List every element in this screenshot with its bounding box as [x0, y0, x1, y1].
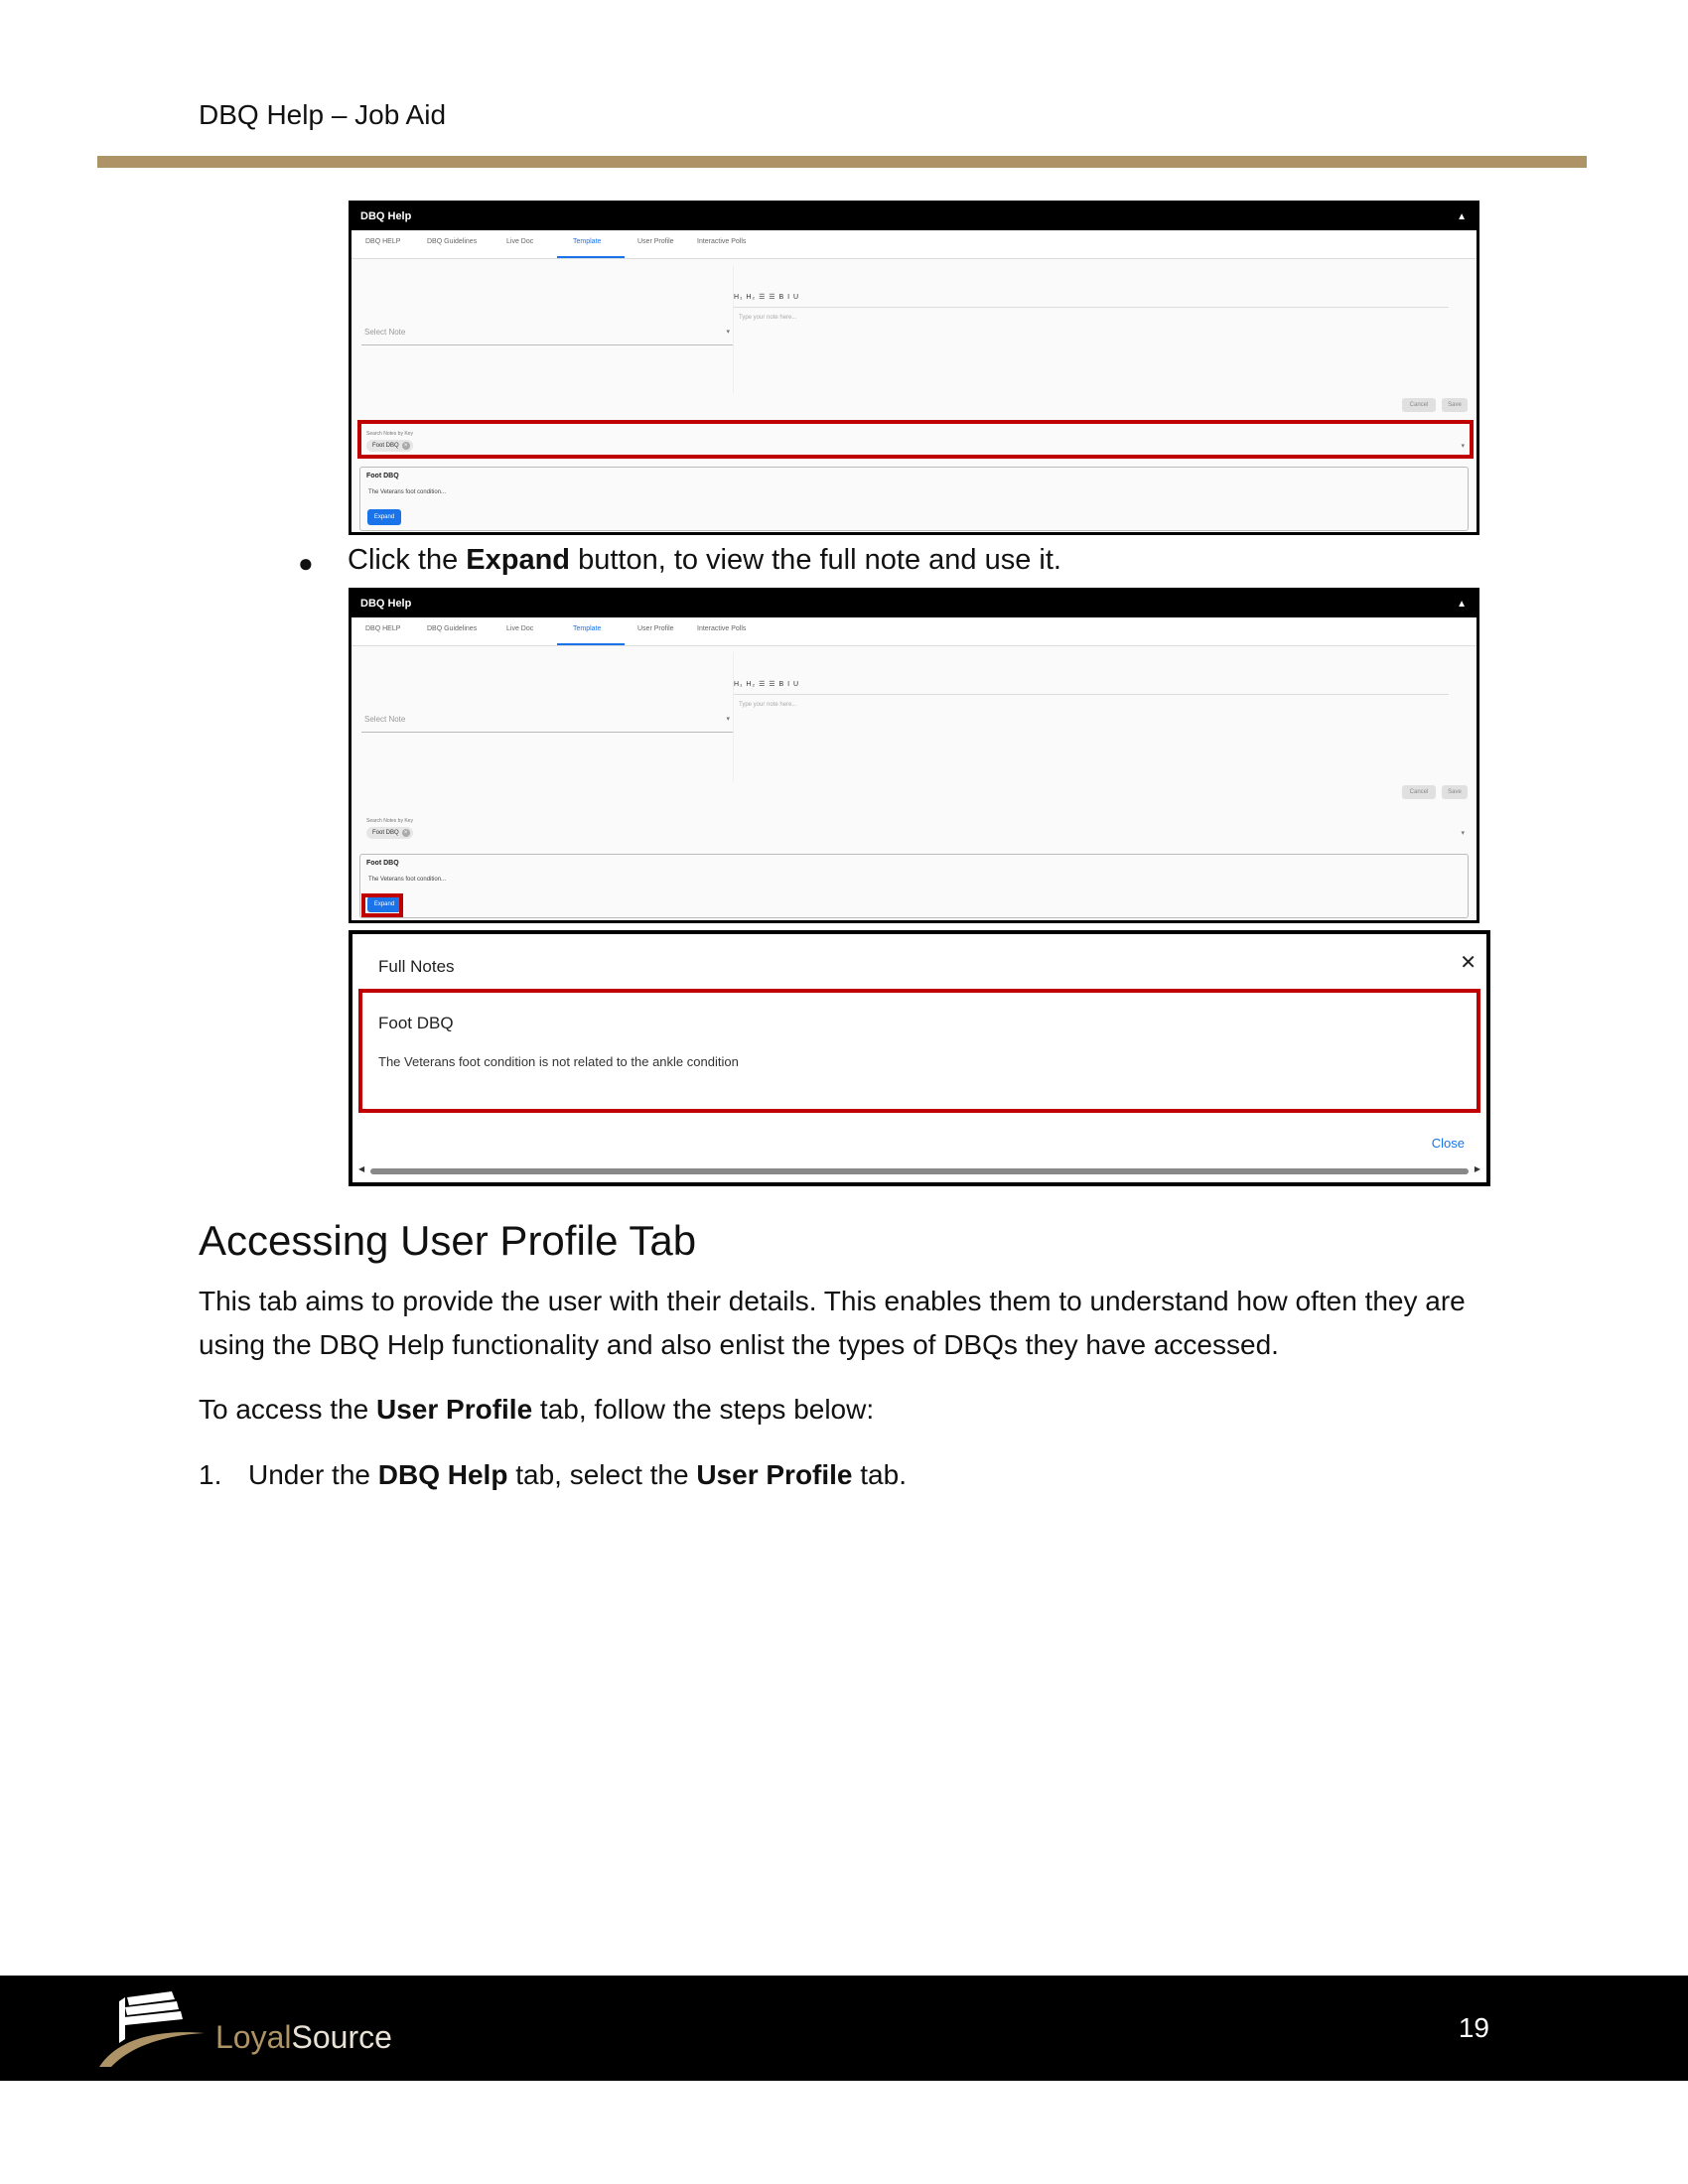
app-titlebar: DBQ Help: [352, 591, 1477, 617]
editor-panel: [733, 652, 1451, 781]
tab-bar: [352, 617, 1477, 646]
card-text: The Veterans foot condition...: [368, 877, 447, 883]
scroll-left-icon[interactable]: ◀: [358, 1164, 365, 1173]
chevron-down-icon: ▾: [726, 716, 730, 723]
editor-toolbar[interactable]: H₁ H₂ ☰ ☰ B I U: [734, 680, 1449, 695]
close-button[interactable]: Close: [1431, 1136, 1465, 1151]
chevron-down-icon[interactable]: ▾: [1461, 443, 1465, 450]
header-rule: [97, 156, 1587, 168]
note-card: [359, 467, 1469, 531]
save-button[interactable]: Save: [1442, 398, 1468, 412]
app-titlebar: DBQ Help: [352, 204, 1477, 230]
card-title: Foot DBQ: [366, 473, 399, 479]
card-title: Foot DBQ: [366, 860, 399, 867]
close-icon[interactable]: ✕: [1460, 952, 1477, 974]
scrollbar-thumb[interactable]: [370, 1168, 1469, 1174]
bell-icon[interactable]: ▲: [1457, 599, 1467, 610]
editor-panel: [733, 265, 1451, 394]
select-note-dropdown[interactable]: Select Note ▾: [361, 707, 734, 733]
company-logo-text: LoyalSource: [215, 2019, 392, 2055]
section-intro-paragraph: This tab aims to provide the user with their details. This enables them to understand how often they are using the DBQ Help functionality and also enlist the types of DBQs they have accessed.: [199, 1286, 1466, 1360]
tab-template[interactable]: Template: [573, 625, 602, 632]
editor-input[interactable]: Type your note here...: [739, 702, 797, 708]
bullet-instruction: Click the Expand button, to view the full note and use it.: [348, 544, 1061, 576]
tab-dbq-guidelines[interactable]: DBQ Guidelines: [427, 625, 478, 632]
cancel-button[interactable]: Cancel: [1402, 785, 1436, 799]
screenshot-template-tab-2: [349, 588, 1479, 923]
chevron-down-icon[interactable]: ▾: [1461, 830, 1465, 837]
tab-bar: [352, 230, 1477, 259]
search-chip[interactable]: Foot DBQ ×: [366, 827, 413, 839]
screenshot-template-tab-1: [349, 201, 1479, 535]
select-note-dropdown[interactable]: Select Note ▾: [361, 320, 734, 345]
chevron-down-icon: ▾: [726, 329, 730, 336]
scroll-right-icon[interactable]: ▶: [1474, 1164, 1480, 1173]
bell-icon[interactable]: ▲: [1457, 211, 1467, 222]
highlight-note-content: [358, 989, 1480, 1113]
expand-button[interactable]: Expand: [367, 509, 401, 525]
modal-title: Full Notes: [378, 957, 455, 976]
editor-toolbar[interactable]: H₁ H₂ ☰ ☰ B I U: [734, 293, 1449, 308]
modal-note-text: The Veterans foot condition is not related to the ankle condition: [378, 1054, 739, 1069]
tab-live-doc[interactable]: Live Doc: [506, 625, 534, 632]
card-text: The Veterans foot condition...: [368, 489, 447, 495]
bullet-icon: ●: [298, 548, 314, 578]
search-chip[interactable]: Foot DBQ ×: [366, 440, 413, 452]
tab-dbq-guidelines[interactable]: DBQ Guidelines: [427, 238, 478, 245]
tab-interactive-polls[interactable]: Interactive Polls: [697, 625, 747, 632]
note-card: [359, 854, 1469, 918]
expand-button[interactable]: Expand: [367, 896, 401, 912]
section-heading: Accessing User Profile Tab: [199, 1217, 697, 1264]
tab-user-profile[interactable]: User Profile: [637, 238, 674, 245]
modal-note-title: Foot DBQ: [378, 1014, 454, 1032]
tab-interactive-polls[interactable]: Interactive Polls: [697, 238, 747, 245]
page-header: DBQ Help – Job Aid: [199, 99, 447, 130]
search-notes-label: Search Notes by Key: [366, 431, 413, 437]
tab-user-profile[interactable]: User Profile: [637, 625, 674, 632]
highlight-search-box: [357, 420, 1474, 459]
page-footer: [0, 1976, 1688, 2081]
loyalsource-logo-icon: [97, 1989, 209, 2069]
cancel-button[interactable]: Cancel: [1402, 398, 1436, 412]
tab-live-doc[interactable]: Live Doc: [506, 238, 534, 245]
horizontal-scrollbar[interactable]: [358, 1166, 1480, 1176]
page-number: 19: [1458, 2012, 1489, 2043]
chip-remove-icon[interactable]: ×: [402, 829, 410, 837]
full-notes-modal: [349, 930, 1490, 1186]
tab-template[interactable]: Template: [573, 238, 602, 245]
save-button[interactable]: Save: [1442, 785, 1468, 799]
step-1: 1. Under the DBQ Help tab, select the User Profile tab.: [199, 1459, 907, 1490]
highlight-expand-button: [361, 893, 403, 917]
chip-remove-icon[interactable]: ×: [402, 442, 410, 450]
tab-dbq-help[interactable]: DBQ HELP: [365, 238, 401, 245]
active-tab-underline: [557, 643, 625, 645]
search-notes-label: Search Notes by Key: [366, 818, 413, 824]
tab-dbq-help[interactable]: DBQ HELP: [365, 625, 401, 632]
editor-input[interactable]: Type your note here...: [739, 315, 797, 321]
steps-intro-paragraph: To access the User Profile tab, follow the steps below:: [199, 1394, 875, 1425]
active-tab-underline: [557, 256, 625, 258]
